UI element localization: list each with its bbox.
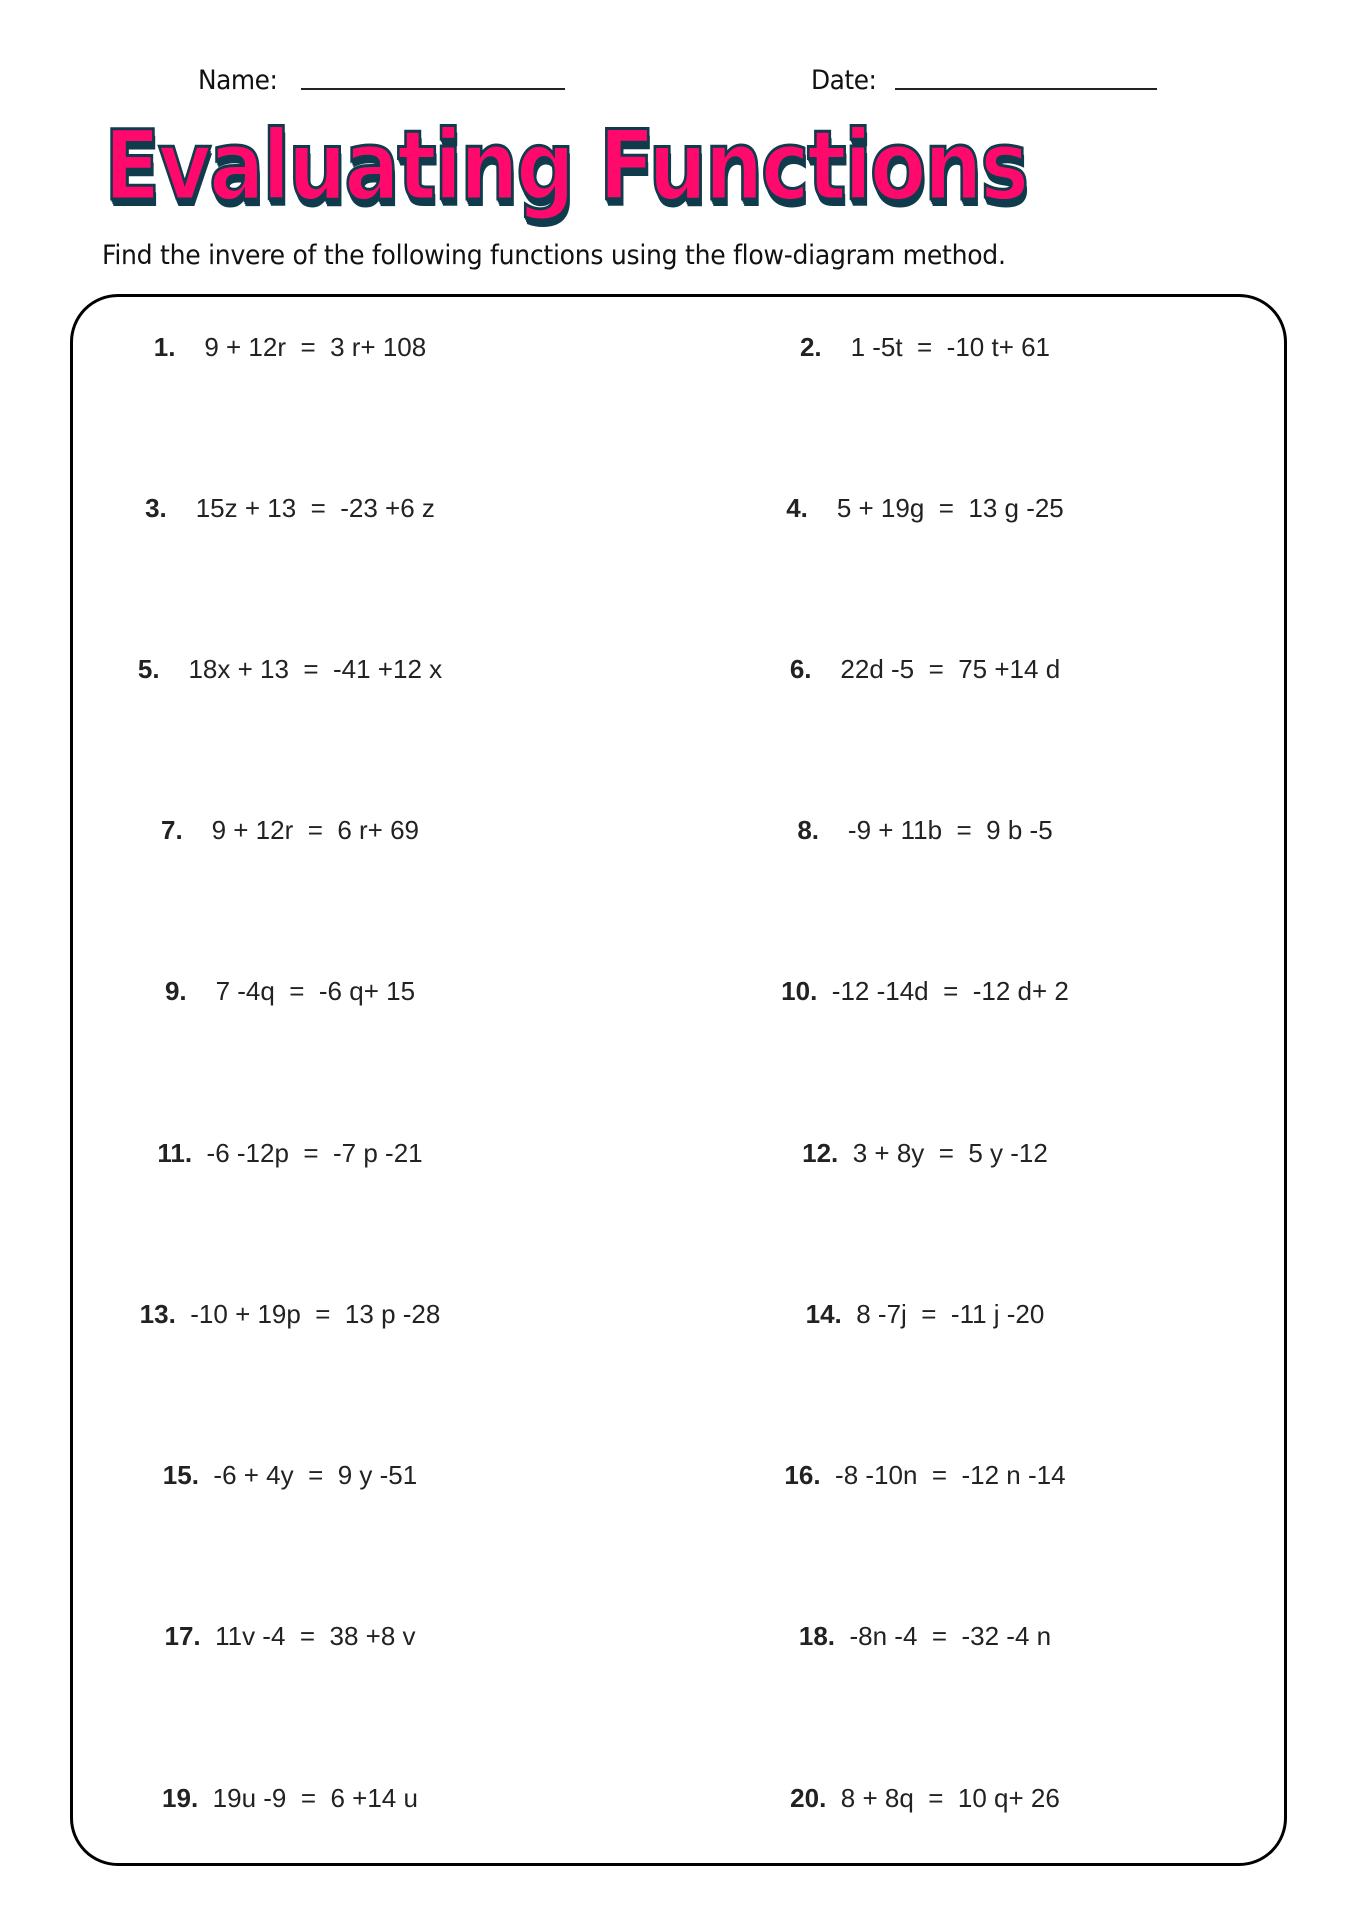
problem-item <box>30 654 550 684</box>
problem-item <box>665 976 1185 1006</box>
problem-equation: 8 + 8q = 10 q+ 26 <box>840 1783 1060 1813</box>
problem-item <box>665 1460 1185 1490</box>
problem-equation: 18x + 13 = -41 +12 x <box>188 654 443 684</box>
problem-number: 3. <box>145 493 167 523</box>
problem-number: 1. <box>153 332 176 362</box>
problem-item <box>665 1621 1185 1651</box>
problem-item <box>30 976 550 1006</box>
problem-equation: 7 -4q = -6 q+ 15 <box>215 976 416 1006</box>
problem-item <box>665 332 1185 362</box>
problem-number: 14. <box>805 1299 842 1329</box>
problem-number: 8. <box>797 815 819 845</box>
name-field <box>198 54 284 94</box>
problem-equation: 5 + 19g = 13 g -25 <box>836 493 1064 523</box>
problem-equation: -8n -4 = -32 -4 n <box>849 1621 1052 1651</box>
problem-item <box>30 815 550 845</box>
problem-item <box>30 1138 550 1168</box>
problem-equation: -9 + 11b = 9 b -5 <box>847 815 1053 845</box>
problem-equation: 8 -7j = -11 j -20 <box>856 1299 1045 1329</box>
worksheet-title: Evaluating Functions <box>104 110 1027 222</box>
problem-item <box>665 493 1185 523</box>
problem-equation: 1 -5t = -10 t+ 61 <box>850 332 1051 362</box>
problem-item <box>665 654 1185 684</box>
date-field <box>811 54 882 94</box>
problem-number: 20. <box>790 1783 827 1813</box>
problem-number: 2. <box>799 332 822 362</box>
problem-number: 4. <box>786 493 808 523</box>
problem-equation: -12 -14d = -12 d+ 2 <box>831 976 1069 1006</box>
problem-number: 11. <box>157 1138 193 1168</box>
problem-item <box>665 1783 1185 1813</box>
problem-number: 13. <box>139 1299 176 1329</box>
problem-item <box>30 1460 550 1490</box>
problem-number: 16. <box>784 1460 821 1490</box>
problem-number: 17. <box>164 1621 201 1651</box>
date-blank-line[interactable] <box>895 88 1157 90</box>
problem-number: 9. <box>164 976 187 1006</box>
problem-equation: 11v -4 = 38 +8 v <box>215 1621 416 1651</box>
problem-item <box>30 1621 550 1651</box>
problem-number: 19. <box>162 1783 199 1813</box>
problem-number: 6. <box>789 654 812 684</box>
name-label: Name: <box>198 65 278 96</box>
problem-item <box>30 1783 550 1813</box>
problem-number: 5. <box>137 654 160 684</box>
problem-number: 15. <box>162 1460 199 1490</box>
problem-item <box>30 1299 550 1329</box>
problem-number: 10. <box>781 976 818 1006</box>
problem-item <box>30 493 550 523</box>
problem-number: 7. <box>160 815 183 845</box>
problem-item <box>665 1299 1185 1329</box>
date-label: Date: <box>811 65 877 96</box>
problem-equation: -8 -10n = -12 n -14 <box>835 1460 1066 1490</box>
problem-equation: -6 + 4y = 9 y -51 <box>213 1460 418 1490</box>
problem-item <box>665 1138 1185 1168</box>
problem-equation: 3 + 8y = 5 y -12 <box>852 1138 1048 1168</box>
problem-equation: 15z + 13 = -23 +6 z <box>195 493 435 523</box>
name-blank-line[interactable] <box>301 88 565 90</box>
problem-item <box>30 332 550 362</box>
problem-item <box>665 815 1185 845</box>
problem-equation: 19u -9 = 6 +14 u <box>212 1783 418 1813</box>
problem-equation: -6 -12p = -7 p -21 <box>206 1138 423 1168</box>
problem-equation: 22d -5 = 75 +14 d <box>840 654 1061 684</box>
problem-number: 12. <box>802 1138 839 1168</box>
problem-equation: -10 + 19p = 13 p -28 <box>190 1299 441 1329</box>
problem-number: 18. <box>798 1621 836 1651</box>
problem-equation: 9 + 12r = 3 r+ 108 <box>204 332 427 362</box>
worksheet-instructions: Find the invere of the following functions using the flow-diagram method. <box>102 240 1006 271</box>
problem-equation: 9 + 12r = 6 r+ 69 <box>211 815 419 845</box>
